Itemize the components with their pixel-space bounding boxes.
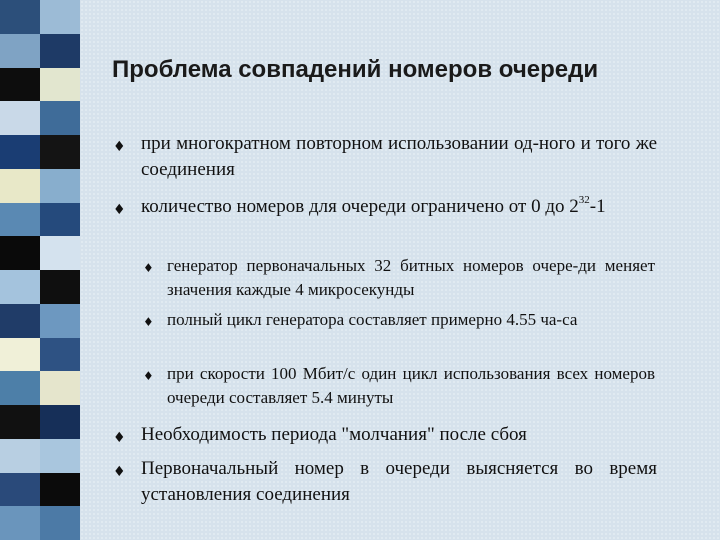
stripe-segment xyxy=(0,101,40,135)
diamond-bullet-icon: ♦ xyxy=(113,139,126,155)
bullet-text: при многократном повторном использовании од-ного и того же соединения xyxy=(141,133,657,180)
bullet-text: Первоначальный номер в очереди выясняется во время установления соединения xyxy=(141,458,657,505)
stripe-segment xyxy=(40,203,80,237)
stripe-segment xyxy=(40,473,80,507)
bullet-item-silence xyxy=(113,422,657,448)
stripe-segment xyxy=(0,439,40,473)
bullet-text: полный цикл генератора составляет примерно 4.55 ча-са xyxy=(167,310,578,329)
stripe-segment xyxy=(40,34,80,68)
diamond-bullet-icon: ♦ xyxy=(113,430,126,446)
stripe-segment xyxy=(40,68,80,102)
stripe-segment xyxy=(0,405,40,439)
stripe-segment xyxy=(0,473,40,507)
stripe-segment xyxy=(0,34,40,68)
stripe-segment xyxy=(40,439,80,473)
stripe-segment xyxy=(0,270,40,304)
stripe-segment xyxy=(0,0,40,34)
stripe-segment xyxy=(40,101,80,135)
bullet-text-prefix: количество номеров для очереди ограничено от 0 до 2 xyxy=(141,196,579,217)
bullet-item-reuse xyxy=(113,131,657,183)
stripe-segment xyxy=(40,0,80,34)
bullet-item-range xyxy=(113,194,657,220)
stripe-column-left xyxy=(0,0,40,540)
stripe-segment xyxy=(40,270,80,304)
decorative-stripe-bar xyxy=(0,0,80,540)
diamond-bullet-icon: ♦ xyxy=(143,261,154,275)
stripe-segment xyxy=(0,371,40,405)
stripe-segment xyxy=(0,135,40,169)
stripe-segment xyxy=(40,169,80,203)
stripe-segment xyxy=(40,236,80,270)
stripe-segment xyxy=(40,304,80,338)
bullet-text-suffix: -1 xyxy=(589,196,606,217)
diamond-bullet-icon: ♦ xyxy=(143,369,154,383)
stripe-segment xyxy=(0,338,40,372)
stripe-segment xyxy=(0,304,40,338)
stripe-segment xyxy=(0,169,40,203)
diamond-bullet-icon: ♦ xyxy=(113,464,126,480)
diamond-bullet-icon: ♦ xyxy=(143,315,154,329)
slide-title: Проблема совпадений номеров очереди xyxy=(112,56,599,83)
stripe-segment xyxy=(40,338,80,372)
stripe-column-right xyxy=(40,0,80,540)
stripe-segment xyxy=(0,68,40,102)
stripe-segment xyxy=(0,236,40,270)
sub-bullet-speed xyxy=(143,362,655,410)
bullet-text: Необходимость периода "молчания" после сбоя xyxy=(141,424,527,445)
diamond-bullet-icon: ♦ xyxy=(113,202,126,218)
bullet-superscript: 32 xyxy=(578,194,590,206)
bullet-text: генератор первоначальных 32 битных номеров очере-ди меняет значения каждые 4 микросекунды xyxy=(167,256,655,299)
stripe-segment xyxy=(40,135,80,169)
stripe-segment xyxy=(0,506,40,540)
sub-bullet-generator xyxy=(143,254,655,302)
stripe-segment xyxy=(40,405,80,439)
bullet-item-initial-number xyxy=(113,456,657,508)
sub-bullet-cycle xyxy=(143,308,655,332)
stripe-segment xyxy=(40,371,80,405)
stripe-segment xyxy=(0,203,40,237)
stripe-segment xyxy=(40,506,80,540)
bullet-text: при скорости 100 Мбит/с один цикл использования всех номеров очереди составляет 5.4 минуты xyxy=(167,364,655,407)
